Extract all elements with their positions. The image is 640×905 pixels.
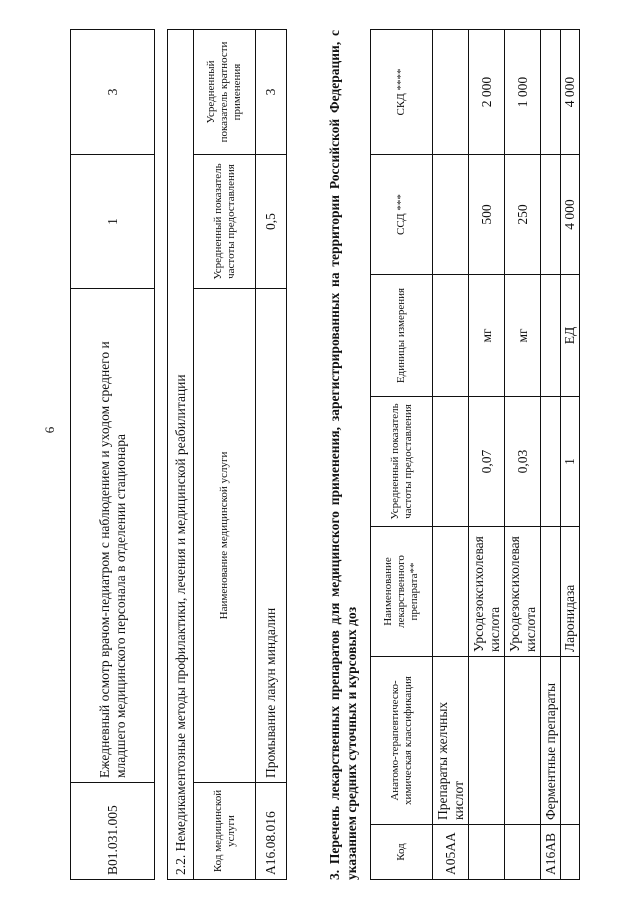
header-code: Код — [371, 825, 433, 880]
table-row — [561, 30, 580, 880]
service-code: B01.031.005 — [71, 783, 155, 880]
service-multiplicity: 3 — [71, 30, 155, 155]
table-row — [256, 30, 287, 880]
header-multiplicity: Усредненный показатель кратности применения — [194, 30, 256, 155]
non-drug-methods-table — [167, 29, 287, 880]
header-frequency: Усредненный показатель частоты предоставления — [194, 155, 256, 289]
header-atc: Анатомо-терапевтическо-химическая классификация — [371, 657, 433, 825]
table-header-row — [194, 30, 256, 880]
drug-name: Урсодезоксихолевая кислота — [505, 527, 541, 657]
drug-unit: мг — [469, 275, 505, 397]
group-atc: Ферментные препараты — [541, 657, 561, 825]
table-row — [541, 30, 561, 880]
drug-skd: 1 000 — [505, 30, 541, 155]
service-name: Промывание лакун миндалин — [256, 289, 287, 783]
service-name: Ежедневный осмотр врачом-педиатром с наблюдением и уходом среднего и младшего медицинского персонала в отделении стационара — [71, 289, 155, 783]
drug-frequency: 0,07 — [469, 397, 505, 527]
drug-name: Урсодезоксихолевая кислота — [469, 527, 505, 657]
drug-name: Ларонидаза — [561, 527, 580, 657]
group-atc: Препараты желчных кислот — [433, 657, 469, 825]
drug-ssd: 4 000 — [561, 155, 580, 275]
table-title-row — [168, 30, 194, 880]
header-name: Наименование медицинской услуги — [194, 289, 256, 783]
drug-ssd: 500 — [469, 155, 505, 275]
header-code: Код медицинской услуги — [194, 783, 256, 880]
page-number: 6 — [42, 426, 57, 434]
header-unit: Единицы измерения — [371, 275, 433, 397]
table-row — [71, 30, 155, 880]
group-code: A16AB — [541, 825, 561, 880]
table-header-row — [371, 30, 433, 880]
header-drug: Наименование лекарственного препарата** — [371, 527, 433, 657]
drug-unit: ЕД — [561, 275, 580, 397]
rotated-page-content — [70, 30, 580, 880]
drug-unit: мг — [505, 275, 541, 397]
section-heading: 3. Перечень лекарственных препаратов для медицинского применения, зарегистрированных на территории Российской Федерации, с указанием средних суточных и курсовых доз — [327, 30, 359, 880]
drug-skd: 2 000 — [469, 30, 505, 155]
services-table-continued — [70, 29, 155, 880]
table-row — [433, 30, 469, 880]
table-title: 2.2. Немедикаментозные методы профилактики, лечения и медицинской реабилитации — [168, 30, 194, 880]
table-row — [469, 30, 505, 880]
service-frequency: 0,5 — [256, 155, 287, 289]
service-frequency: 1 — [71, 155, 155, 289]
drug-frequency: 0,03 — [505, 397, 541, 527]
drug-ssd: 250 — [505, 155, 541, 275]
drug-skd: 4 000 — [561, 30, 580, 155]
header-frequency: Усредненный показатель частоты предоставления — [371, 397, 433, 527]
service-multiplicity: 3 — [256, 30, 287, 155]
table-row — [505, 30, 541, 880]
group-code: A05AA — [433, 825, 469, 880]
header-skd: СКД **** — [371, 30, 433, 155]
header-ssd: ССД *** — [371, 155, 433, 275]
drugs-table — [370, 29, 580, 880]
service-code: A16.08.016 — [256, 783, 287, 880]
drug-frequency: 1 — [561, 397, 580, 527]
